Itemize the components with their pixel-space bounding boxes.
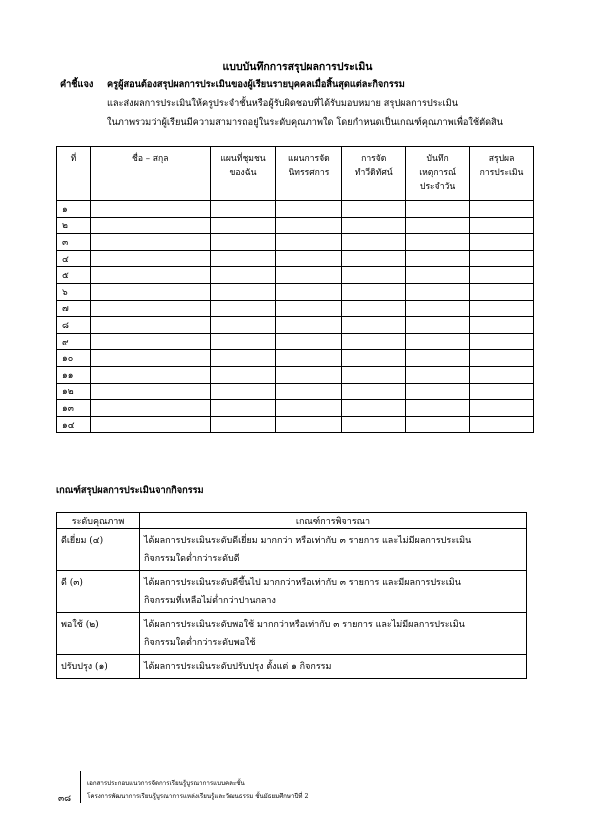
criteria-description-line: กิจกรรมใดต่ำกว่าระดับพอใช้ [144, 638, 256, 648]
footer-divider [80, 771, 81, 803]
criteria-description-line: ได้ผลการประเมินระดับพอใช้ มากกว่าหรือเท่ากับ ๓ รายการ และไม่มีผลการประเมิน [144, 620, 465, 630]
table-row [57, 317, 534, 334]
column-header-text: นิทรรศการ [288, 168, 330, 178]
criteria-row [57, 571, 527, 613]
empty-cell [90, 201, 210, 218]
empty-cell [276, 250, 342, 267]
empty-cell [406, 366, 470, 383]
table-row [57, 250, 534, 267]
criteria-desc-header: เกณฑ์การพิจารณา [140, 513, 527, 529]
empty-cell [406, 217, 470, 234]
criteria-description-line: กิจกรรมใดต่ำกว่าระดับดี [144, 554, 240, 564]
criteria-level-header: ระดับคุณภาพ [57, 513, 140, 529]
column-header-text: บันทึก [426, 154, 449, 164]
empty-cell [470, 333, 534, 350]
column-header-text: แผนที่ชุมชน [220, 154, 266, 164]
empty-cell [210, 350, 276, 367]
empty-cell [276, 400, 342, 417]
quality-level: ดีเยี่ยม (๔) [57, 529, 140, 571]
empty-cell [276, 366, 342, 383]
empty-cell [342, 300, 406, 317]
empty-cell [470, 317, 534, 334]
empty-cell [470, 250, 534, 267]
row-number: ๑๐ [57, 350, 91, 367]
table-row [57, 201, 534, 218]
empty-cell [406, 416, 470, 433]
empty-cell [276, 317, 342, 334]
table-row [57, 217, 534, 234]
column-header-text: ที่ [70, 154, 77, 164]
row-number: ๕ [57, 267, 91, 284]
row-number: ๙ [57, 333, 91, 350]
table-row [57, 350, 534, 367]
column-header [57, 147, 91, 201]
empty-cell [276, 333, 342, 350]
empty-cell [90, 317, 210, 334]
empty-cell [406, 317, 470, 334]
row-number: ๑๔ [57, 416, 91, 433]
empty-cell [342, 201, 406, 218]
empty-cell [276, 217, 342, 234]
empty-cell [210, 317, 276, 334]
empty-cell [90, 400, 210, 417]
empty-cell [342, 333, 406, 350]
table-row [57, 383, 534, 400]
empty-cell [342, 383, 406, 400]
empty-cell [210, 250, 276, 267]
empty-cell [90, 217, 210, 234]
row-number: ๘ [57, 317, 91, 334]
empty-cell [342, 267, 406, 284]
table-row [57, 366, 534, 383]
empty-cell [210, 300, 276, 317]
empty-cell [276, 283, 342, 300]
empty-cell [470, 300, 534, 317]
column-header-text: ชื่อ – สกุล [132, 154, 169, 164]
instruction-line-1 [60, 80, 405, 89]
footer-line-2: โครงการพัฒนาการเรียนรู้บูรณาการแหล่งเรียนรู้และวัฒนธรรม ชั้นมัธยมศึกษาปีที่ 2 [87, 793, 309, 800]
empty-cell [406, 267, 470, 284]
empty-cell [210, 217, 276, 234]
criteria-description [140, 655, 527, 679]
empty-cell [276, 350, 342, 367]
criteria-row [57, 613, 527, 655]
empty-cell [470, 267, 534, 284]
empty-cell [342, 317, 406, 334]
empty-cell [406, 250, 470, 267]
criteria-description-line: ได้ผลการประเมินระดับดีเยี่ยม มากกว่า หรือเท่ากับ ๓ รายการ และไม่มีผลการประเมิน [144, 536, 472, 546]
column-header [406, 147, 470, 201]
column-header-text: แผนการจัด [288, 154, 330, 164]
empty-cell [90, 333, 210, 350]
column-header-text: เหตุการณ์ [419, 168, 457, 178]
empty-cell [210, 283, 276, 300]
empty-cell [406, 201, 470, 218]
quality-level: ดี (๓) [57, 571, 140, 613]
empty-cell [470, 283, 534, 300]
column-header [210, 147, 276, 201]
criteria-heading: เกณฑ์สรุปผลการประเมินจากกิจกรรม [56, 485, 204, 496]
empty-cell [406, 383, 470, 400]
empty-cell [210, 333, 276, 350]
table-row [57, 333, 534, 350]
empty-cell [90, 250, 210, 267]
empty-cell [90, 283, 210, 300]
empty-cell [90, 416, 210, 433]
criteria-row [57, 655, 527, 679]
empty-cell [342, 366, 406, 383]
row-number: ๓ [57, 234, 91, 251]
criteria-description-line: กิจกรรมที่เหลือไม่ต่ำกว่าปานกลาง [144, 596, 276, 606]
empty-cell [406, 283, 470, 300]
empty-cell [470, 217, 534, 234]
page-title: แบบบันทึกการสรุปผลการประเมิน [222, 61, 373, 73]
footer-line-1: เอกสารประกอบแนวการจัดการเรียนรู้บูรณาการแบบคละชั้น [87, 780, 245, 787]
empty-cell [406, 300, 470, 317]
quality-level: พอใช้ (๒) [57, 613, 140, 655]
row-number: ๒ [57, 217, 91, 234]
table-row [57, 267, 534, 284]
empty-cell [342, 250, 406, 267]
page-number: ๓๘ [58, 794, 72, 804]
empty-cell [90, 383, 210, 400]
empty-cell [342, 234, 406, 251]
empty-cell [276, 267, 342, 284]
empty-cell [342, 400, 406, 417]
instruction-text-1: ครูผู้สอนต้องสรุปผลการประเมินของผู้เรียนรายบุคคลเมื่อสิ้นสุดแต่ละกิจกรรม [107, 79, 405, 90]
empty-cell [90, 234, 210, 251]
instruction-label: คำชี้แจง [60, 79, 94, 90]
column-header [90, 147, 210, 201]
instruction-line-2: และส่งผลการประเมินให้ครูประจำชั้นหรือผู้รับผิดชอบที่ได้รับมอบหมาย สรุปผลการประเมิน [107, 98, 459, 109]
column-header [470, 147, 534, 201]
empty-cell [470, 366, 534, 383]
empty-cell [470, 416, 534, 433]
criteria-description-line: ได้ผลการประเมินระดับดีขึ้นไป มากกว่าหรือเท่ากับ ๓ รายการ และมีผลการประเมิน [144, 578, 461, 588]
instruction-line-3: ในภาพรวมว่าผู้เรียนมีความสามารถอยู่ในระดับคุณภาพใด โดยกำหนดเป็นเกณฑ์คุณภาพเพื่อใช้ตัดสิน [107, 117, 503, 128]
empty-cell [90, 366, 210, 383]
empty-cell [342, 283, 406, 300]
table-row [57, 300, 534, 317]
empty-cell [90, 267, 210, 284]
empty-cell [276, 234, 342, 251]
empty-cell [470, 234, 534, 251]
empty-cell [342, 350, 406, 367]
row-number: ๔ [57, 250, 91, 267]
column-header [342, 147, 406, 201]
column-header-text: การประเมิน [479, 168, 524, 178]
table-row [57, 283, 534, 300]
empty-cell [210, 416, 276, 433]
row-number: ๑๑ [57, 366, 91, 383]
empty-cell [406, 234, 470, 251]
assessment-record-table [56, 146, 534, 433]
row-number: ๑๓ [57, 400, 91, 417]
empty-cell [90, 300, 210, 317]
empty-cell [470, 201, 534, 218]
table-row [57, 416, 534, 433]
column-header-text: ของฉัน [229, 168, 257, 178]
criteria-row [57, 529, 527, 571]
column-header-text: การจัด [361, 154, 387, 164]
empty-cell [470, 383, 534, 400]
empty-cell [276, 300, 342, 317]
empty-cell [210, 234, 276, 251]
empty-cell [210, 267, 276, 284]
empty-cell [470, 400, 534, 417]
empty-cell [276, 383, 342, 400]
empty-cell [276, 201, 342, 218]
empty-cell [470, 350, 534, 367]
row-number: ๑ [57, 201, 91, 218]
table-row [57, 234, 534, 251]
empty-cell [406, 400, 470, 417]
table-row [57, 400, 534, 417]
quality-level: ปรับปรุง (๑) [57, 655, 140, 679]
column-header-text: ประจำวัน [419, 182, 456, 192]
empty-cell [210, 383, 276, 400]
row-number: ๑๒ [57, 383, 91, 400]
criteria-description [140, 571, 527, 613]
criteria-description-line: ได้ผลการประเมินระดับปรับปรุง ตั้งแต่ ๑ กิจกรรม [144, 662, 332, 672]
empty-cell [342, 416, 406, 433]
empty-cell [406, 333, 470, 350]
criteria-description [140, 529, 527, 571]
criteria-description [140, 613, 527, 655]
criteria-table [56, 512, 527, 679]
criteria-header-row [57, 513, 527, 529]
empty-cell [406, 350, 470, 367]
empty-cell [90, 350, 210, 367]
empty-cell [276, 416, 342, 433]
empty-cell [342, 217, 406, 234]
row-number: ๖ [57, 283, 91, 300]
column-header-text: สรุปผล [488, 154, 515, 164]
column-header-text: ทำวีดิทัศน์ [354, 168, 393, 178]
table-header-row [57, 147, 534, 201]
empty-cell [210, 366, 276, 383]
empty-cell [210, 201, 276, 218]
empty-cell [210, 400, 276, 417]
row-number: ๗ [57, 300, 91, 317]
column-header [276, 147, 342, 201]
